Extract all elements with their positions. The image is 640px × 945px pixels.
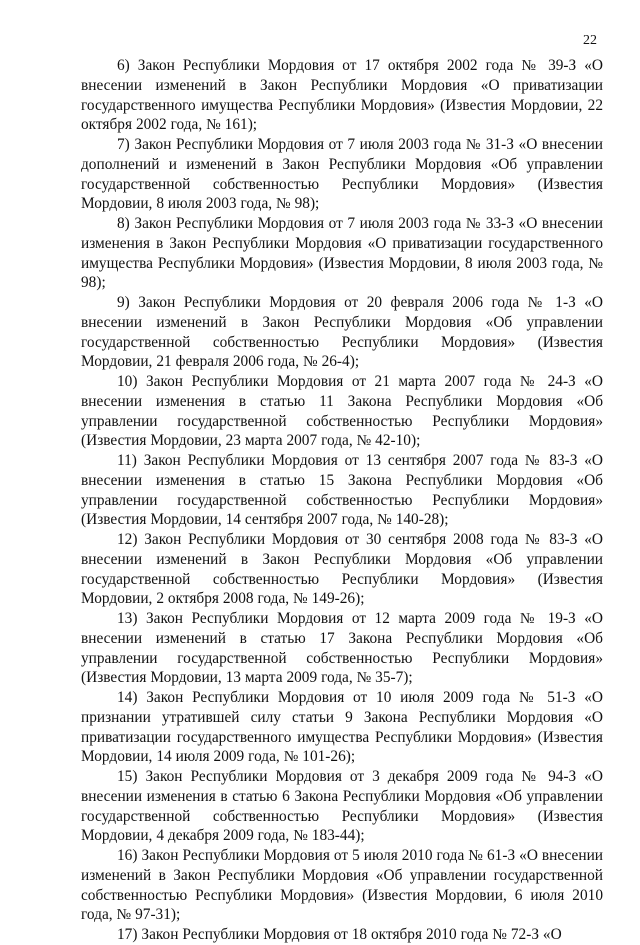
list-item: 9) Закон Республики Мордовия от 20 февраля 2006 года № 1-З «О внесении изменений в Закон Республики Мордовия «Об управлении государственной собственностью Республики Мордовия» (Известия Мордовии, 21 февраля 2006 года, № 26-4); [81,294,603,371]
list-item: 15) Закон Республики Мордовия от 3 декабря 2009 года № 94-З «О внесении изменения в статью 6 Закона Республики Мордовия «Об управлении государственной собственностью Республики Мордовия» (Известия Мордовии, 4 декабря 2009 года, № 183-44); [81,768,603,845]
list-item: 11) Закон Республики Мордовия от 13 сентября 2007 года № 83-З «О внесении изменения в статью 15 Закона Республики Мордовия «Об управлении государственной собственностью Республики Мордовия» (Известия Мордовии, 14 сентября 2007 года, № 140-28); [81,452,603,529]
page-number: 22 [583,33,597,48]
list-item: 16) Закон Республики Мордовия от 5 июля 2010 года № 61-З «О внесении изменений в Закон Республики Мордовия «Об управлении государственной собственностью Республики Мордовия» (Известия Мордовии, 6 июля 2010 года, № 97-31); [81,847,603,924]
list-item: 10) Закон Республики Мордовия от 21 марта 2007 года № 24-З «О внесении изменения в статью 11 Закона Республики Мордовия «Об управлении государственной собственностью Республики Мордовия» (Известия Мордовии, 23 марта 2007 года, № 42-10); [81,373,603,450]
list-item: 13) Закон Республики Мордовия от 12 марта 2009 года № 19-З «О внесении изменений в статью 17 Закона Республики Мордовия «Об управлении государственной собственностью Республики Мордовия» (Известия Мордовии, 13 марта 2009 года, № 35-7); [81,610,603,687]
list-item: 7) Закон Республики Мордовия от 7 июля 2003 года № 31-З «О внесении дополнений и изменений в Закон Республики Мордовия «Об управлении государственной собственностью Республики Мордовия» (Известия Мордовии, 8 июля 2003 года, № 98); [81,136,603,213]
law-list [81,56,603,945]
list-item: 14) Закон Республики Мордовия от 10 июля 2009 года № 51-З «О признании утратившей силу статьи 9 Закона Республики Мордовия «О приватизации государственного имущества Республики Мордовия» (Известия Мордовии, 14 июля 2009 года, № 101-26); [81,689,603,766]
list-item: 8) Закон Республики Мордовия от 7 июля 2003 года № 33-З «О внесении изменения в Закон Республики Мордовия «О приватизации государственного имущества Республики Мордовия» (Известия Мордовии, 8 июля 2003 года, № 98); [81,215,603,292]
list-item: 6) Закон Республики Мордовия от 17 октября 2002 года № 39-З «О внесении изменений в Закон Республики Мордовия «О приватизации государственного имущества Республики Мордовия» (Известия Мордовии, 22 октября 2002 года, № 161); [81,57,603,134]
list-item: 12) Закон Республики Мордовия от 30 сентября 2008 года № 83-З «О внесении изменений в Закон Республики Мордовия «Об управлении государственной собственностью Республики Мордовия» (Известия Мордовии, 2 октября 2008 года, № 149-26); [81,531,603,608]
list-item: 17) Закон Республики Мордовия от 18 октября 2010 года № 72-З «О [117,926,562,943]
